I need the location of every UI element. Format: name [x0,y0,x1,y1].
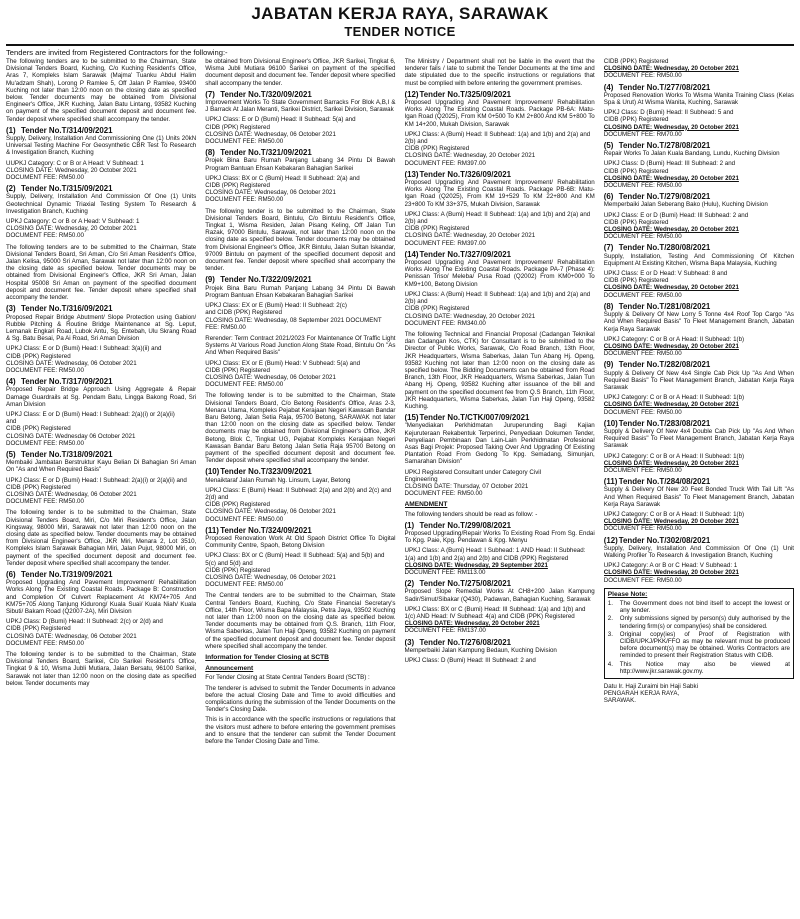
tender-index: (8) [205,148,215,158]
tender-index: (5) [6,449,16,459]
tender-paragraph: Improvement Works To State Government Barracks For Blok A,B,I & J Barrack At Jalan Meranti, Sarikei District, Sarikei Division, Sarawak [205,99,396,114]
tender-detail-line: UPKJ Registered Consultant under Category Civil [404,468,542,476]
note-number: 3. [607,630,613,638]
tender-id: Tender No.T/283/08/2021 [618,418,711,428]
tender-paragraph: The tenderer is advised to submit the Tender Documents in advance before the actual Closing Date and Time to avoid difficulties and complications during the submission of the Tender Documents on the Tender's Closing Date. [205,684,396,714]
column-2 [205,58,395,919]
tender-paragraph: The Central tenders are to be submitted to the Chairman, State Central Tenders Board, Kuching, C/o State Financial Secretary's Office, 14th Floor, Wisma Bapa Malaysia, Petra Jaya, 93502 Kuching not later than 12:00 noon on the closing date as specified below. Tender documents may be obtained from Q.S. Branch, 11th Floor, Wisma Saberkas, Jalan Tun Haji Openg, 93582 Kuching on payment of the specified document deposit and document fee. Tender deposit where specified shall accompany the tender. [205,592,396,650]
note-item [608,631,790,660]
tender-detail-line: UPKJ Class: A (Bumi) Head: II Subhead: 1(a) and 1(b) and 2(a) and 2(b) and [404,210,591,226]
tender-detail-line: DOCUMENT FEE: RM50.00 [603,525,682,533]
tender-number [604,360,794,369]
note-item [608,615,790,629]
tender-detail-line: DOCUMENT FEE: RM50.00 [603,291,682,299]
tender-paragraph: For Tender Closing at State Central Tenders Board (SCTB) : [205,674,370,682]
tender-paragraph: "Menyediakan Perkhidmatan Juruperunding Bagi Kajian Kejuruteraan Rekabentuk Terperinci, Penyediaan Dokumen Tender, Penyeliaan Pembinaan Dan Lain-Lain Perkhidmatan Profesional Asas Bagi Projek: Proposed Taking Over And Upgrading Of Existing Plantation Road From Gedong To Kpg. Semadang, Simunjan, Samarahan Division" [404,422,595,466]
tender-detail-line: CIDB (PPK) Registered [6,352,71,360]
tender-detail-line: CLOSING DATE: Wednesday, 06 October 2021 [205,574,336,581]
tender-paragraph: The following tender is to be submitted to the Chairman, State Divisional Tenders Board, C/o Betong Resident's Office, Aras 2-3, Menara Utama, Kompleks Pejabat Kerajaan Negeri Kawasan Bandar Baru Betong, Jalan Setia Raja, 95700 Betong, SARAWAK not later than 12:00 noon on the closing date as specified below. Tender documents may be obtained from Divisional Engineer's Office, JKR Betong, Blok C, Tingkat UG, Pejabat Kompleks Kerajaan Negeri Kawasan Bandar Baru Betong Jalan Setia Raja 95700 Betong on payment of the specified document deposit and document fee. Tender deposit where specified shall accompany the tender. [205,392,396,465]
tender-id: Tender No.T/325/09/2021 [419,89,512,99]
amended-closing-date: CLOSING DATE: Wednesday, 20 October 2021 [603,518,739,526]
tender-detail-line: CLOSING DATE: Wednesday, 06 October 2021 [6,490,137,498]
tender-number [6,304,196,313]
please-note-title: Please Note: [607,590,648,598]
tender-id: Tender No.T/276/08/2021 [419,637,512,647]
tender-detail-line: CIDB (PPK) Registered [205,366,270,374]
tender-index: (13) [404,169,419,179]
tender-number [604,192,794,201]
tender-detail-line: CIDB (PPK) Registered [404,145,470,153]
note-item [608,661,790,675]
tender-detail-line: CLOSING DATE: Wednesday 06 October 2021 [6,432,136,440]
tender-number [6,184,196,193]
tender-detail-line: CLOSING DATE: Thursday, 07 October 2021 [404,482,529,490]
note-text: Original copy(ies) of Proof of Registration with CIDB/UPKJ/PKK/FFO as may be relevant must be produced before document(s) may be obtained. Works Contractors are reminded to present their Registration Status with CIDB. [619,630,790,660]
tender-paragraph: The following tenders should be read as follow: - [404,510,538,518]
tender-index: (2) [6,184,16,194]
tender-paragraph: Supply & Delivery Of New 4x4 Double Cab Pick Up "As And When Required Basis" To Fleet Management Branch, Jabatan Kerja Raya Sarawak [603,427,794,450]
tender-paragraph: Supply & Delivery Of New 4x4 Single Cab Pick Up "As And When Required Basis" To Fleet Management Branch, Jabatan Kerja Raya Sarawak [603,369,794,391]
tender-index: (7) [205,89,215,99]
tender-paragraph: The following tender is to be submitted to the Chairman, State Divisional Tenders Board, Bintulu, C/o Bintulu Resident's Office, Tingkat 1, Wisma Residen, Jalan Pisang Keling, Off Jalan Tun Razak, 97000 Bintulu, Sarawak, not later than 12:00 noon on the closing date as specified below. Tender documents may be obtained from Divisional Engineer's Office, JKR Bintulu, Jalan Sultan Iskandar, 97009 Bintulu on payment of the specified document deposit and document fee. Tender deposit where specified shall accompany the tender. [205,207,396,273]
tender-paragraph: Menaiktaraf Jalan Rumah Ng. Linsum, Layar, Betong [205,476,351,484]
tender-number [405,90,595,99]
tender-paragraph: The following tender is to be submitted to the Chairman, State Divisional Tenders Board, Sarikei, C/o Sarikei Resident's Office, Tingkat 9 & 10, Wisma Jubli Mutiara, Jalan Bersatu, 96100 Sarikei, Sarawak not later than 12:00 noon on the closing date as specified below. Tender documents may [6,651,197,687]
tender-index: (11) [603,477,618,487]
tender-id: Tender No.T/316/09/2021 [21,304,113,314]
tender-index: (1) [404,520,415,530]
tender-id: Tender No.T/314/09/2021 [21,125,113,135]
tender-paragraph: The Ministry / Department shall not be liable in the event that the tenderer fails / late to submit the Tender Documents at the time and date stipulated due to the specific instructions or regulations that must be complied with before entering the government premises. [404,58,595,87]
tender-paragraph: The following tender is to be submitted to the Chairman, State Divisional Tenders Board, Miri, C/o Miri Resident's Office, Jalan Kingsway, 98000 Miri, Sarawak not later than 12:00 noon on the closing date as specified below. Tender documents may be obtained from Divisional Engineer's Office, JKR Miri, Menara 2, Lot 3510, Kompleks Islam Sarawak Bahagian Miri, Jalan Pujut, 98000 Miri, on payment of the specified document deposit and document fee. Tender deposit where specified shall accompany the tender. [6,509,197,567]
tender-detail-line: UPKJ Category: A or B or C Head: V Subhead: 1 [603,562,738,570]
intro-text: Tenders are invited from Registered Contractors for the following:- [6,48,228,57]
section-heading: AMENDMENT [404,501,448,509]
tender-detail-line: DOCUMENT FEE: RM50.00 [6,439,84,447]
tender-index: (14) [404,249,419,259]
tender-number [6,377,196,386]
tender-detail-line: UPKJ Class: E or D (Bumi) Head: I Subhead: 3(a)(ii) and [6,345,162,353]
tender-detail-line: CIDB (PPK) Registered [603,116,669,124]
column-4-items [604,58,794,584]
amended-closing-date: CLOSING DATE: Wednesday, 20 October 2021 [404,620,540,628]
tender-detail-line: UPKJ Class: D (Bumi) Head: III Subhead: 2 and [404,657,536,665]
tender-detail-line: CLOSING DATE: Wednesday, 20 October 2021 [6,225,137,233]
tender-index: (5) [603,141,614,151]
tender-detail-line: CIDB (PPK) Registered [603,58,669,65]
tender-detail-line: CLOSING DATE: Wednesday, 06 October 2021 [6,359,137,367]
tender-id: Tender No.T/280/08/2021 [618,243,711,253]
section-heading: Announcement [205,665,254,673]
tender-index: (3) [6,304,16,314]
tender-detail-line: DOCUMENT FEE: RM50.00 [6,174,84,182]
note-item [608,600,790,614]
tender-detail-line: CIDB (PPK) Registered [205,566,270,574]
tender-detail-line: UPKJ Class: EX or E (Bumi) Head: II Subhead: 2(c) [205,302,347,310]
tender-detail-line: CLOSING DATE: Wednesday, 06 October 2021 [205,189,336,197]
tender-detail-line: UPKJ Class: E or D (Bumi) Head: I Subhead: 2(a)(i) or 2(a)(ii) and [6,476,187,484]
tender-index: (8) [603,301,614,311]
tender-detail-line: DOCUMENT FEE: RM397.00 [404,159,486,167]
tender-paragraph: Supply, Installation, Testing And Commissioning Of Kitchen Equipment At Existing Kitchen, Wisma Bapa Malaysia, Kuching [603,252,794,267]
tender-number [205,526,395,535]
tender-number [604,302,794,311]
tender-detail-line: DOCUMENT FEE: RM113.00 [404,569,486,576]
tender-paragraph: The following Technical and Financial Proposal (Cadangan Teknikal dan Cadangan Kos, CTK) for Consultant is to be submitted to the Director of Public Works, Sarawak, C/o Road Branch, 13th Floor, JKR Headquarters, Wisma Saberkas, Jalan Tun Abang Hj. Openg, 93582 Kuching not later than 12:00 noon on the closing date as specified below. The Bidding Documents can be obtained from Road Branch, 13th Floor, JKR Headquarters, Wisma Saberkas, Jalan Tun Abang Hj. Openg, 93582 Kuching after issuance of the bill and payment on the specified document fee from Q.S Branch, 11th Floor, JKR Headquarters, Wisma Saberkas, Jalan Tun Haji Openg, 93582 Kuching. [404,330,595,410]
tender-id: Tender No.T/284/08/2021 [618,477,711,487]
tender-detail-line: DOCUMENT FEE: RM50.00 [603,233,682,241]
signatory-location: SARAWAK. [603,697,636,705]
column-1 [6,58,196,919]
tender-index: (9) [205,275,215,285]
tender-detail-line: CIDB (PPK) Registered [6,483,71,491]
tender-id: Tender No.T/317/09/2021 [21,377,113,387]
tender-paragraph: Proposed Upgrading/Repair Works To Existing Road From Sg. Endai To Kpg. Paie, Kpg. Pendawan & Kpg. Menyu [404,529,595,545]
tender-detail-line: UUPKJ Category: C or B or A Head: V Subhead: 1 [6,159,144,167]
tender-paragraph: Supply, Delivery, Installation And Commission Of One (1) Units Geotechnical Dynamic Triaxial Testing System To Research & Investigation Branch, Kuching [6,193,197,215]
tender-detail-line: CIDB (PPK) Registered [603,277,669,285]
tender-detail-line: CIDB (PPK) Registered [205,182,270,190]
tender-id: Tender No.T/299/08/2021 [419,520,512,530]
tender-detail-line: DOCUMENT FEE: RM50.00 [205,381,284,389]
tender-id: Tender No.T/278/08/2021 [618,141,711,151]
tender-paragraph: Supply & Delivery Of New Lorry 5 Tonne 4x4 Roof Top Cargo "As And When Required Basis" To Fleet Management Branch, Jabatan Kerja Raya Sarawak [603,311,794,333]
tender-id: Tender No.T/CTK/007/09/2021 [419,413,530,423]
tender-detail-line: UPKJ Class: E or D (Bumi) Head: III Subhead: 2 and [603,211,749,219]
tender-number [6,126,196,135]
tender-detail-line: CIDB (PPK) Registered [404,225,470,233]
tender-paragraph: This is in accordance with the specific instructions or regulations that the visitors must adhere to before entering the government premises and to ensure that the tenderer can submit the Tender Document before the Tender Closing Date and Time. [205,716,396,746]
note-text: Only submissions signed by person(s) duly authorised by the tendering firm(s) or company(ies) shall be considered. [619,615,790,630]
tender-paragraph: The following tenders are to be submitted to the Chairman, State Divisional Tenders Board, Sri Aman, C/o Sri Aman Resident's Office, Jalan Kelisa, 95000 Sri Aman, Sarawak not later than 12:00 noon on the closing date as specified below. Tender documents may be obtained from Divisional Engineer's Office, JKR Sri Aman, Jalan Hospital 95008 Sri Aman on payment of the specified document deposit and document fee. Tender deposit where specified shall accompany the tender. [6,243,197,302]
tender-index: (2) [404,579,415,589]
signature-block [604,683,794,705]
tender-detail-line: CLOSING DATE: Wednesday, 20 October 2021 [404,232,536,240]
tender-number [6,450,196,459]
amended-closing-date: CLOSING DATE: Wednesday, 20 October 2021 [603,342,739,350]
tender-detail-line: CLOSING DATE: Wednesday, 20 October 2021 [6,166,137,174]
tender-detail-line: UPKJ Category: C or B or A Head: II Subhead: 1(b) [603,452,745,460]
amended-closing-date: CLOSING DATE: Wednesday, 20 October 2021 [603,401,739,409]
tender-index: (11) [205,525,219,535]
tender-index: (15) [404,413,419,423]
tender-id: Tender No.T/315/09/2021 [21,184,113,194]
tender-detail-line: DOCUMENT FEE: RM137.00 [404,627,486,635]
tender-detail-line: CLOSING DATE: Wednesday, 08 September 2021 DOCUMENT [205,316,382,324]
tender-paragraph: Proposed Upgrading And Pavement Improvement/ Rehabilitation Works Along The Existing Coastal Roads. Package PB-6A: Matu-Igan Road (Q2025), From KM 0+500 To KM 2+800 And KM 5+800 To KM 14+200, Mukah Division, Sarawak [404,99,595,128]
header-rule [6,44,794,46]
tender-detail-line: UPKJ Class: D (Bumi) Head: III Subhead: 2 and [603,160,736,168]
tender-paragraph: The following tenders are to be submitted to the Chairman, State Divisional Tenders Board, Kuching, C/o Kuching Resident's Office, Aras 7, Kompleks Islam Sarawak (Majma' Tuanku Abdul Halim Mu'adzam Shah), Lorong P Ramlee 5, Off Jalan P Ramlee, 93400 Kuching not later than 12:00 noon on the closing date as specified below. Tender documents may be obtained from Divisional Engineer's Office, JKR Kuching, Jalan Batu Lintang, 93582 Kuching on payment of the specified document deposit and document fee. Tender deposit where specified shall accompany the tender. [6,58,197,123]
tender-detail-line: DOCUMENT FEE: RM70.00 [603,130,682,138]
tender-detail-line: UPKJ Class: BX or C (Bumi) Head: III Subhead: 1(a) and 1(b) and 1(c) AND Head: IV Subhead: 4(a) and CIDB (PPK) Registered [404,605,586,621]
tender-id: Tender No.T/320/09/2021 [220,89,312,99]
tender-detail-line: CLOSING DATE: Wednesday, 20 October 2021 [404,312,536,320]
tender-id: Tender No.T/277/08/2021 [618,82,711,92]
please-note-list [608,600,790,675]
notice-columns [6,58,794,919]
tender-detail-line: CLOSING DATE: Wednesday, 06 October 2021 [205,508,336,516]
amended-closing-date: CLOSING DATE: Wednesday, 20 October 2021 [603,569,739,577]
tender-detail-line: DOCUMENT FEE: RM50.00 [404,490,483,498]
tender-detail-line: DOCUMENT FEE: RM50.00 [205,138,284,146]
tender-detail-line: DOCUMENT FEE: RM50.00 [6,639,84,647]
tender-id: Tender No.T/302/08/2021 [618,535,711,545]
tender-detail-line: CIDB (PPK) Registered [404,305,470,313]
tender-number [604,477,794,486]
tender-detail-line: DOCUMENT FEE: RM50.00 [603,576,682,584]
tender-detail-line: CIDB (PPK) Registered [6,425,71,433]
tender-paragraph: Supply, Delivery, Installation And Commission Of One (1) Unit Walking Profiler To Research & Investigation Branch, Kuching [603,544,794,559]
tender-id: Tender No.T/327/09/2021 [419,249,512,259]
note-number: 2. [607,615,613,623]
amended-closing-date: CLOSING DATE: Wednesday, 20 October 2021 [603,65,739,73]
tender-detail-line: DOCUMENT FEE: RM50.00 [205,515,284,523]
tender-paragraph: Proposed Upgrading And Pavement Improvement/ Rehabilitation Works Along The Existing Coastal Roads. Package PA-7 (Phase 4): Penissan Triso/ Meleba/ Pusa Road (Q2002) From KM0+000 To KM9+100, Betong Division [404,259,595,288]
amended-closing-date: CLOSING DATE: Wednesday, 20 October 2021 [603,459,739,467]
tender-detail-line: DOCUMENT FEE: RM50.00 [6,366,84,374]
tender-detail-line: UPKJ Class: E or D (Bumi) Head: II Subhead: 5(a) and [205,116,356,124]
amended-closing-date: CLOSING DATE: Wednesday, 20 October 2021 [603,284,739,292]
tender-detail-line: Engineering [404,475,438,483]
tender-index: (4) [603,82,614,92]
tender-paragraph: Projek Bina Baru Rumah Panjang Labang 34 Pintu Di Bawah Program Bantuan Ehsan Kebakaran Bahagian Sarikei [205,284,396,299]
tender-detail-line: and [6,418,17,426]
tender-detail-line: UPKJ Class: D (Bumi) Head: II Subhead: 2(c) or 2(d) and [6,618,163,626]
tender-id: Tender No.T/281/08/2021 [618,301,711,311]
tender-id: Tender No.T/282/08/2021 [618,360,711,370]
page-subtitle: TENDER NOTICE [344,24,456,39]
tender-detail-line: CIDB (PPK) Registered [603,167,669,175]
tender-number [604,419,794,428]
tender-detail-line: CLOSING DATE: Wednesday, 20 October 2021 [404,152,536,160]
tender-detail-line: UPKJ Category: C or B or A Head: V Subhead: 1 [6,218,140,226]
tender-id: Tender No.T/275/08/2021 [419,579,512,589]
tender-id: Tender No.T/321/09/2021 [220,148,312,158]
tender-index: (12) [603,535,618,545]
amended-closing-date: CLOSING DATE: Wednesday, 29 September 2021 [404,561,548,569]
column-4 [604,58,794,919]
amended-closing-date: CLOSING DATE: Wednesday, 20 October 2021 [603,123,739,131]
tender-index: (3) [404,637,415,647]
tender-detail-line: CIDB (PPK) Registered [603,218,669,226]
note-text: This Notice may also be viewed at http://www.jkr.sarawak.gov.my. [619,660,790,675]
tender-number [205,275,395,284]
note-number: 1. [607,600,613,607]
tender-detail-line: DOCUMENT FEE: RM50.00 [603,466,682,474]
tender-paragraph: Proposed Repair Bridge Approach Using Aggregate & Repair Damage Guardrails at Sg. Pendam Batu, Lingga Bakong Road, Sri Aman Division [6,386,197,408]
tender-detail-line: CLOSING DATE: Wednesday, 06 October 2021 [205,130,336,138]
tender-id: Tender No.T/318/09/2021 [21,449,113,459]
tender-id: Tender No.T/319/09/2021 [21,570,113,579]
please-note-box [604,588,794,679]
tender-index: (1) [6,125,16,135]
column-3 [405,58,595,919]
tender-detail-line: UPKJ Category: C or B or A Head: II Subhead: 1(b) [603,510,745,518]
amended-closing-date: CLOSING DATE: Wednesday, 20 October 2021 [603,226,739,234]
tender-paragraph: Memperbaiki Jalan Kampung Bedaun, Kuching Division [404,646,557,654]
tender-detail-line: and CIDB (PPK) Registered [205,309,282,317]
tender-index: (12) [404,89,419,99]
tender-number [6,570,196,579]
tender-id: Tender No.T/322/09/2021 [220,275,312,285]
tender-number [604,141,794,150]
tender-paragraph: Proposed Upgrading And Pavement Improvement/ Rehabilitation Works Along The Existing Coastal Roads. Package PB-6B: Matu-Igan Road (Q2025), From KM 19+529 To KM 22+800 And KM 23+800 To KM 33+375, Mukah Division, Sarawak [404,179,595,208]
tender-index: (6) [603,192,614,202]
tender-detail-line: UPKJ Class: BX or C (Bumi) Head: II Subhead: 2(a) and [205,174,360,182]
tender-detail-line: CIDB (PPK) Registered [6,625,71,633]
tender-detail-line: UPKJ Class: D (Bumi) Head: II Subhead: 5 and [603,109,734,117]
tender-index: (6) [6,570,16,579]
tender-detail-line: UPKJ Class: E or D (Bumi) Head: I Subhead: 2(a)(i) or 2(a)(ii) [6,410,175,418]
tender-detail-line: DOCUMENT FEE: RM50.00 [6,498,84,506]
tender-detail-line: DOCUMENT FEE: RM50.00 [205,581,284,589]
page-title: JABATAN KERJA RAYA, SARAWAK [251,4,549,23]
tender-detail-line: DOCUMENT FEE: RM50.00 [603,350,682,358]
tender-detail-line: DOCUMENT FEE: RM50.00 [603,408,682,416]
tender-detail-line: DOCUMENT FEE: RM50.00 [205,196,284,204]
tender-index: (9) [603,360,614,370]
tender-paragraph: Proposed Renovation Works To Wisma Wanita Training Class (Kelas Spa & Urut) At Wisma Wanita, Kuching, Sarawak [603,91,794,107]
tender-detail-line: CLOSING DATE: Wednesday, 06 October 2021 [205,373,336,381]
tender-number [604,243,794,252]
signatory-title: PENGARAH KERJA RAYA, [603,690,680,698]
tender-paragraph: be obtained from Divisional Engineer's Office, JKR Sarikei, Tingkat 6, Wisma Jubli Mutiara 96100 Sarikei on payment of the specified document deposit and document fee. Tender deposit where specified shall accompany the tender. [205,58,396,87]
tender-number [205,148,395,157]
tender-index: (10) [603,418,618,428]
tender-index: (4) [6,377,16,387]
tender-id: Tender No.T/326/09/2021 [419,169,512,179]
tender-detail-line: DOCUMENT FEE: RM50.00 [603,182,682,190]
tender-number [205,90,395,99]
tender-paragraph: Memperbaiki Jalan Seberang Bako (Hulu), Kuching Division [603,201,768,209]
tender-number [405,521,595,530]
tender-detail-line: UPKJ Class: A (Bumi) Head: II Subhead: 1(a) and 1(b) and 2(a) and 2(b) and [404,130,591,146]
tender-paragraph: Rerender: Term Contract 2021/2023 For Maintenance Of Traffic Light Systems At Various Road Junction Along State Road, Bintulu On "As And When Required Basis" [205,334,396,357]
tender-detail-line: DOCUMENT FEE: RM340.00 [404,319,486,327]
tender-paragraph: Membaiki Jambatan Berstruktur Kayu Belian Di Bahagian Sri Aman On "As and When Required Basis" [6,459,197,474]
tender-detail-line: UPKJ Class: A (Bumi) Head: I Subhead: 1 AND Head: II Subhead: 1(a) and 1(b) and 2(a) and 2(b) and CIDB (PPK) Registered [404,547,586,562]
tender-paragraph: Repair Works To Jalan Kuala Bandang, Lundu, Kuching Division [603,150,780,158]
tender-paragraph: Supply & Delivery Of New 20 Feet Bonded Truck With Tail Lift "As And When Required Basis" To Fleet Management Branch, Jabatan Kerja Raya Sarawak [603,486,794,508]
tender-paragraph: Supply, Delivery, Installation And Commissioning One (1) Units 20kN Universal Testing Machine For Geosynthetic CBR Test To Research & Investigation Branch, Kuching [6,135,197,157]
tender-index: (7) [603,243,614,253]
tender-number [405,170,595,179]
note-text: The Government does not bind itself to accept the lowest or any tender. [619,600,790,615]
tender-paragraph: Proposed Repair Bridge Abutment/ Slope Protection using Gabion/ Rubble Pitching & Routine Bridge Maintenance at Sg. Leput, Lemanak Engkari Road, Lubok Antu, Sg. Entebah, Ulu Skrang Road & Sg. Batu Besai, Pa Ai Road, Sri Aman Division [6,313,197,343]
tender-detail-line: DOCUMENT FEE: RM397.00 [404,239,486,247]
tender-paragraph: Proposed Renovation Work At Old Spaoh District Office To Digital Community Centre, Spaoh, Betong Division [205,534,396,550]
note-number: 4. [607,660,613,668]
tender-detail-line: CLOSING DATE: Wednesday, 06 October 2021 [6,632,137,640]
section-heading: Information for Tender Closing at SCTB [205,654,329,662]
tender-number [405,413,595,422]
tender-number [405,250,595,259]
tender-number [604,536,794,545]
tender-detail-line: UPKJ Class: A (Bumi) Head: II Subhead: 1(a) and 1(b) and 2(a) and 2(b) and [404,290,591,306]
tender-id: Tender No.T/279/08/2021 [618,192,711,202]
tender-detail-line: UPKJ Class: BX or C (Bumi) Head: II Subhead: 5(a) and 5(b) and 5(c) and 5(d) and [205,552,385,567]
tender-number [405,638,595,647]
tender-number [205,467,395,476]
tender-detail-line: CIDB (PPK) Registered [205,123,270,131]
tender-number [604,83,794,92]
tender-number [405,579,595,588]
tender-detail-line: UPKJ Class: E or D Head: V Subhead: 8 and [603,270,728,278]
tender-detail-line: FEE: RM50.00 [205,323,246,331]
tender-id: Tender No.T/323/09/2021 [220,467,312,477]
tender-paragraph: Projek Bina Baru Rumah Panjang Labang 34 Pintu Di Bawah Program Bantuan Ehsan Kebakaran Bahagian Sarikei [205,157,396,172]
tender-id: Tender No.T/324/09/2021 [220,525,312,535]
notice-header [6,4,794,40]
tender-detail-line: UPKJ Class: EX or E (Bumi) Head: V Subhead: 5(a) and [205,359,361,367]
tender-index: (10) [205,467,220,477]
tender-paragraph: Proposed Upgrading And Pavement Improvement/ Rehabilitation Works Along The Existing Coastal Roads. Package B: Construction and Completion Of Culvert Replacement At KM74+705 And KM75+705 Along Tanjung Kidurong/ Kuala Suai/ Kuala Niah/ Kuala Sibuti/ Bakam Road (Q2007-2A), Miri Division [6,579,197,616]
tender-detail-line: DOCUMENT FEE: RM50.00 [603,72,682,80]
amended-closing-date: CLOSING DATE: Wednesday, 20 October 2021 [603,174,739,182]
tender-paragraph: Proposed Slope Remedial Works At CH8+200 Jalan Kampung Sadir/Simut/Sibakar (Q430), Padawan, Bahagian Kuching, Sarawak [404,588,595,603]
tender-detail-line: DOCUMENT FEE: RM50.00 [6,232,84,240]
tender-detail-line: UPKJ Category: C or B or A Head: II Subhead: 1(b) [603,335,745,343]
tender-detail-line: UPKJ Category: C or B or A Head: II Subhead: 1(b) [603,394,745,402]
tender-detail-line: UPKJ Class: E (Bumi) Head: II Subhead: 2(a) and 2(b) and 2(c) and 2(d) and [205,486,392,501]
signatory-name: Datu Ir. Haji Zuraimi bin Haji Sabki [603,683,698,691]
tender-detail-line: CIDB (PPK) Registered [205,501,270,509]
